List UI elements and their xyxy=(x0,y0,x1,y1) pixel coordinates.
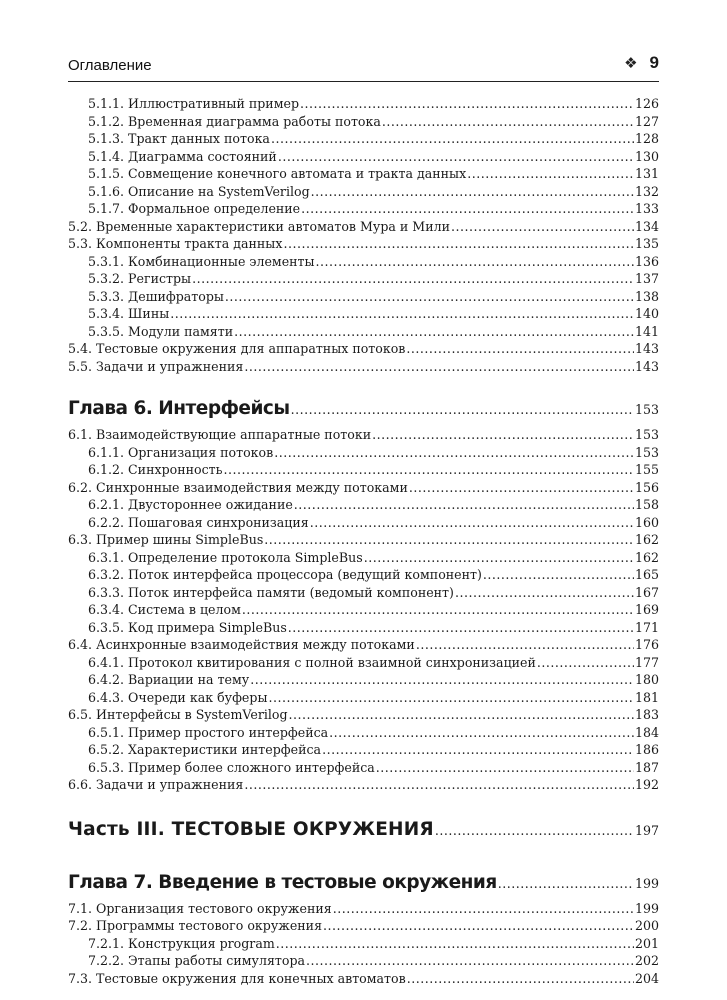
chapter-title: Глава 6. Интерфейсы xyxy=(68,398,290,419)
toc-entry[interactable] xyxy=(68,671,659,689)
toc-entry-page: 141 xyxy=(634,323,659,339)
toc-entry-page: 169 xyxy=(634,602,659,617)
toc-entry-title: 7.2.1. Конструкция program xyxy=(88,935,275,951)
toc-entry-title: 5.2. Временные характеристики автоматов Мура и Мили xyxy=(68,218,450,234)
toc-entry[interactable] xyxy=(68,305,659,323)
toc-entry-page: 176 xyxy=(634,637,659,652)
toc-entry-page: 162 xyxy=(634,549,659,565)
toc-entry[interactable] xyxy=(68,183,659,201)
toc-entry-title: 6.4.1. Протокол квитирования с полной взаимной синхронизацией xyxy=(88,654,536,670)
toc-entry[interactable] xyxy=(68,776,659,794)
toc-entry[interactable] xyxy=(68,461,659,479)
toc-entry[interactable] xyxy=(68,426,659,444)
toc-entry-page: 180 xyxy=(634,672,659,687)
toc-entry-title: 6.1.1. Организация потоков xyxy=(88,444,274,460)
toc-entry-title: 5.1.3. Тракт данных потока xyxy=(88,131,270,146)
toc-entry-title: 5.4. Тестовые окружения для аппаратных потоков xyxy=(68,341,406,356)
dot-leader xyxy=(288,619,634,637)
dot-leader xyxy=(278,148,634,166)
page-header xyxy=(68,55,659,82)
toc-entry-page: 155 xyxy=(634,462,659,477)
dot-leader xyxy=(223,461,633,479)
dot-leader xyxy=(483,566,634,584)
diamond-bullet-icon: ❖ xyxy=(624,54,638,72)
dot-leader xyxy=(271,130,634,148)
dot-leader xyxy=(311,183,634,201)
dot-leader xyxy=(382,113,634,131)
toc-entry[interactable] xyxy=(68,200,659,218)
dot-leader xyxy=(372,426,634,444)
toc-entry[interactable] xyxy=(68,724,659,742)
toc-entry-title: 7.3. Тестовые окружения для конечных автоматов xyxy=(68,970,406,986)
toc-entry-page: 192 xyxy=(634,777,659,792)
dot-leader xyxy=(289,706,634,724)
table-of-contents xyxy=(68,95,659,987)
toc-entry[interactable] xyxy=(68,270,659,288)
toc-chapter-7-entries xyxy=(68,900,659,988)
toc-entry-title: 5.1.5. Совмещение конечного автомата и тракта данных xyxy=(88,166,467,181)
toc-entry-title: 6.3.2. Поток интерфейса процессора (ведущий компонент) xyxy=(88,567,482,582)
dot-leader xyxy=(192,270,634,288)
toc-entry[interactable] xyxy=(68,130,659,148)
toc-entry[interactable] xyxy=(68,566,659,584)
toc-entry[interactable] xyxy=(68,741,659,759)
dot-leader xyxy=(225,288,634,306)
dot-leader xyxy=(291,395,634,425)
toc-entry[interactable] xyxy=(68,514,659,532)
toc-entry-page: 156 xyxy=(634,479,659,495)
toc-entry[interactable] xyxy=(68,113,659,131)
toc-entry-page: 160 xyxy=(634,514,659,530)
dot-leader xyxy=(498,869,634,899)
toc-entry[interactable] xyxy=(68,323,659,341)
toc-entry[interactable] xyxy=(68,288,659,306)
dot-leader xyxy=(323,917,634,935)
toc-entry-title: 6.3.3. Поток интерфейса памяти (ведомый компонент) xyxy=(88,584,454,600)
toc-entry[interactable] xyxy=(68,900,659,918)
toc-entry-title: 5.1.4. Диаграмма состояний xyxy=(88,148,277,164)
toc-entry[interactable] xyxy=(68,95,659,113)
toc-entry-page: 162 xyxy=(634,532,659,547)
toc-entry-page: 136 xyxy=(634,253,659,269)
toc-part-3-heading[interactable] xyxy=(68,815,659,845)
toc-entry[interactable] xyxy=(68,654,659,672)
toc-entry-title: 7.2. Программы тестового окружения xyxy=(68,918,323,933)
toc-entry-page: 130 xyxy=(634,148,659,164)
dot-leader xyxy=(268,689,633,707)
toc-entry-page: 186 xyxy=(634,742,659,757)
toc-entry-title: 6.4.3. Очереди как буферы xyxy=(88,689,268,705)
dot-leader xyxy=(537,654,634,672)
dot-leader xyxy=(300,95,634,113)
dot-leader xyxy=(244,776,634,794)
toc-entry[interactable] xyxy=(68,952,659,970)
dot-leader xyxy=(276,935,634,953)
dot-leader xyxy=(170,305,634,323)
toc-entry[interactable] xyxy=(68,917,659,935)
page-number: 9 xyxy=(649,53,659,72)
toc-entry[interactable] xyxy=(68,444,659,462)
toc-entry-title: 5.3.1. Комбинационные элементы xyxy=(88,253,315,269)
dot-leader xyxy=(274,444,634,462)
dot-leader xyxy=(364,549,634,567)
toc-entry-page: 138 xyxy=(634,288,659,304)
toc-entry-title: 6.5. Интерфейсы в SystemVerilog xyxy=(68,707,288,722)
toc-entry-page: 137 xyxy=(634,271,659,286)
toc-entry[interactable] xyxy=(68,235,659,253)
toc-entry-page: 181 xyxy=(634,689,659,705)
part-page: 197 xyxy=(634,822,659,838)
toc-entry[interactable] xyxy=(68,584,659,602)
toc-entry-page: 158 xyxy=(634,497,659,512)
toc-entry-title: 5.1.2. Временная диаграмма работы потока xyxy=(88,113,381,129)
toc-chapter-7-heading[interactable] xyxy=(68,868,659,898)
toc-entry-page: 167 xyxy=(634,584,659,600)
toc-entry-title: 6.4.2. Вариации на тему xyxy=(88,672,250,687)
dot-leader xyxy=(264,531,634,549)
toc-entry-page: 153 xyxy=(634,444,659,460)
toc-entry[interactable] xyxy=(68,148,659,166)
dot-leader xyxy=(329,724,634,742)
toc-entry-page: 143 xyxy=(634,341,659,356)
header-right xyxy=(624,53,659,73)
toc-entry-page: 128 xyxy=(634,131,659,146)
toc-entry-page: 131 xyxy=(634,166,659,181)
toc-entry-page: 133 xyxy=(634,201,659,216)
dot-leader xyxy=(306,952,634,970)
dot-leader xyxy=(333,900,634,918)
dot-leader xyxy=(406,340,634,358)
toc-entry-page: 135 xyxy=(634,236,659,251)
toc-entry-page: 126 xyxy=(634,96,659,111)
toc-entry[interactable] xyxy=(68,253,659,271)
toc-entry-title: 7.1. Организация тестового окружения xyxy=(68,900,332,916)
toc-entry-title: 5.3.5. Модули памяти xyxy=(88,323,234,339)
toc-entry-page: 171 xyxy=(634,619,659,635)
toc-entry-page: 132 xyxy=(634,183,659,199)
toc-entry-title: 6.5.3. Пример более сложного интерфейса xyxy=(88,759,375,775)
toc-entry-page: 201 xyxy=(634,935,659,951)
toc-entry-page: 165 xyxy=(634,567,659,582)
toc-entry-title: 5.3.2. Регистры xyxy=(88,271,192,286)
toc-entry-title: 6.3.1. Определение протокола SimpleBus xyxy=(88,549,363,565)
toc-entry-page: 202 xyxy=(634,953,659,968)
dot-leader xyxy=(435,816,634,846)
toc-entry-page: 127 xyxy=(634,113,659,129)
toc-entry-title: 6.2. Синхронные взаимодействия между потоками xyxy=(68,479,408,495)
toc-entry[interactable] xyxy=(68,531,659,549)
dot-leader xyxy=(407,970,634,988)
dot-leader xyxy=(234,323,634,341)
toc-entry-page: 183 xyxy=(634,707,659,722)
dot-leader xyxy=(283,235,634,253)
toc-entry[interactable] xyxy=(68,636,659,654)
toc-entry[interactable] xyxy=(68,358,659,376)
chapter-page: 199 xyxy=(634,875,659,891)
dot-leader xyxy=(376,759,634,777)
toc-entry-title: 6.6. Задачи и упражнения xyxy=(68,777,244,792)
dot-leader xyxy=(242,601,634,619)
toc-entry-title: 7.2.2. Этапы работы симулятора xyxy=(88,953,306,968)
toc-entry-title: 6.4. Асинхронные взаимодействия между потоками xyxy=(68,637,415,652)
toc-entry-page: 177 xyxy=(634,654,659,670)
toc-entry-page: 187 xyxy=(634,759,659,775)
toc-entry-title: 5.1.6. Описание на SystemVerilog xyxy=(88,183,310,199)
toc-entry-title: 6.2.2. Пошаговая синхронизация xyxy=(88,514,309,530)
toc-entry[interactable] xyxy=(68,759,659,777)
dot-leader xyxy=(310,514,634,532)
toc-entry[interactable] xyxy=(68,601,659,619)
chapter-page: 153 xyxy=(634,402,659,417)
dot-leader xyxy=(451,218,634,236)
chapter-title: Глава 7. Введение в тестовые окружения xyxy=(68,871,497,893)
toc-entry-title: 6.2.1. Двустороннее ожидание xyxy=(88,497,293,512)
dot-leader xyxy=(316,253,634,271)
toc-entry[interactable] xyxy=(68,496,659,514)
toc-entry-title: 6.5.1. Пример простого интерфейса xyxy=(88,724,329,740)
toc-section-5-tail xyxy=(68,95,659,375)
dot-leader xyxy=(294,496,634,514)
toc-entry-title: 5.1.7. Формальное определение xyxy=(88,201,301,216)
toc-entry[interactable] xyxy=(68,340,659,358)
toc-entry[interactable] xyxy=(68,549,659,567)
dot-leader xyxy=(301,200,634,218)
part-title: Часть III. ТЕСТОВЫЕ ОКРУЖЕНИЯ xyxy=(68,818,434,840)
toc-entry-title: 6.3. Пример шины SimpleBus xyxy=(68,532,264,547)
toc-entry-title: 6.1.2. Синхронность xyxy=(88,462,223,477)
toc-entry-page: 204 xyxy=(634,970,659,986)
toc-entry-title: 6.1. Взаимодействующие аппаратные потоки xyxy=(68,427,372,442)
running-header-title: Оглавление xyxy=(68,57,152,74)
toc-entry-page: 143 xyxy=(634,358,659,374)
dot-leader xyxy=(467,165,634,183)
toc-entry[interactable] xyxy=(68,479,659,497)
toc-entry[interactable] xyxy=(68,935,659,953)
toc-entry-title: 5.3.3. Дешифраторы xyxy=(88,288,224,304)
toc-entry[interactable] xyxy=(68,970,659,988)
toc-entry[interactable] xyxy=(68,165,659,183)
dot-leader xyxy=(409,479,634,497)
dot-leader xyxy=(416,636,634,654)
toc-entry-page: 153 xyxy=(634,427,659,442)
toc-entry[interactable] xyxy=(68,619,659,637)
toc-entry-page: 200 xyxy=(634,918,659,933)
toc-entry-title: 6.3.4. Система в целом xyxy=(88,602,241,617)
toc-entry-title: 5.1.1. Иллюстративный пример xyxy=(88,96,300,111)
dot-leader xyxy=(244,358,634,376)
toc-entry-title: 6.5.2. Характеристики интерфейса xyxy=(88,742,322,757)
toc-chapter-6-entries xyxy=(68,426,659,794)
toc-entry-title: 5.3. Компоненты тракта данных xyxy=(68,236,283,251)
toc-chapter-6-heading[interactable] xyxy=(68,394,659,424)
toc-entry[interactable] xyxy=(68,689,659,707)
toc-entry-page: 199 xyxy=(634,900,659,916)
dot-leader xyxy=(322,741,634,759)
toc-entry-page: 140 xyxy=(634,306,659,321)
dot-leader xyxy=(250,671,634,689)
toc-entry-title: 6.3.5. Код примера SimpleBus xyxy=(88,619,287,635)
toc-entry-page: 184 xyxy=(634,724,659,740)
toc-entry-title: 5.3.4. Шины xyxy=(88,306,170,321)
toc-entry[interactable] xyxy=(68,706,659,724)
toc-entry-page: 134 xyxy=(634,218,659,234)
toc-entry-title: 5.5. Задачи и упражнения xyxy=(68,358,244,374)
toc-entry[interactable] xyxy=(68,218,659,236)
dot-leader xyxy=(455,584,634,602)
